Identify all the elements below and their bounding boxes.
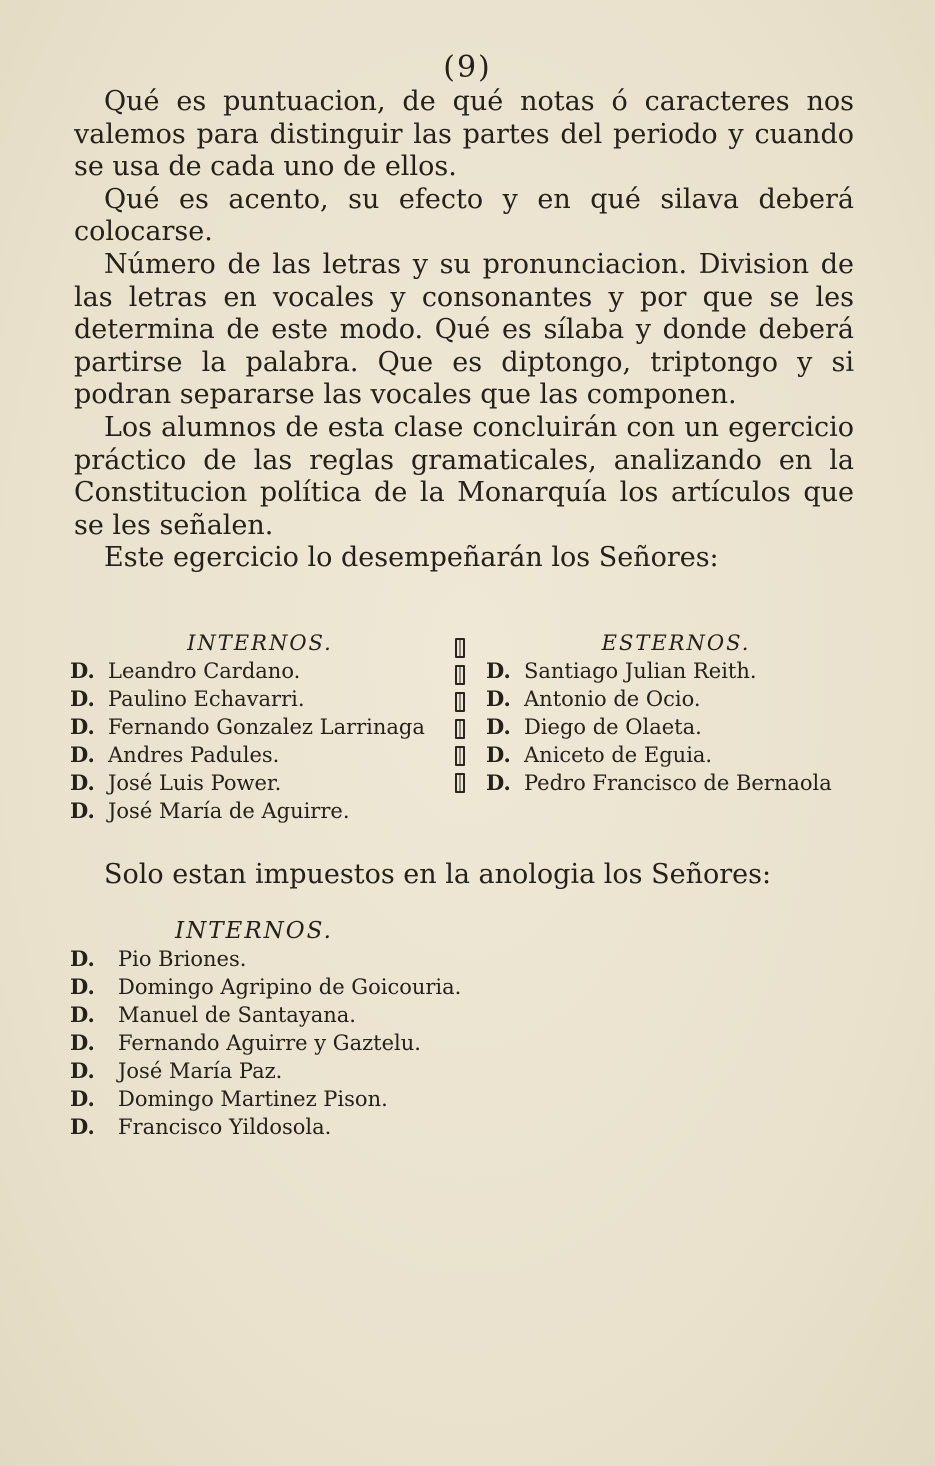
list-item [70,1085,590,1113]
student-name: Domingo Agripino de Goicouria. [118,975,462,999]
ornamental-divider [453,638,467,830]
ornament-glyph [455,692,465,712]
list-item [70,1001,590,1029]
title-abbrev: D. [70,946,95,971]
student-name: Manuel de Santayana. [118,1003,356,1027]
paragraph-punctuation: Qué es puntuacion, de qué notas ó caracteres nos valemos para distinguir las partes del periodo y cuando se usa de cada uno de ellos. [74,86,854,183]
student-name: Domingo Martinez Pison. [118,1087,388,1111]
list-item [70,741,450,769]
list-item [70,797,450,825]
student-name: Fernando Aguirre y Gaztelu. [118,1031,421,1055]
list-item [70,685,450,713]
ornament-glyph [455,665,465,685]
list-item [486,685,866,713]
section-subtitle: Solo estan impuestos en la anologia los Señores: [104,859,772,890]
title-abbrev: D. [70,974,95,999]
list-item [70,657,450,685]
analogy-internos-list [70,918,590,1141]
title-abbrev: D. [70,1114,95,1139]
roster-table [70,630,860,830]
internos-heading: INTERNOS. [175,918,333,944]
title-abbrev: D. [486,686,511,711]
student-name: Pio Briones. [118,947,247,971]
paragraph-letters: Número de las letras y su pronunciacion. Division de las letras en vocales y consonantes y por que se les determina de este modo. Qué es sílaba y donde deberá partirse la palabra. Que es diptongo, triptongo y si podran separarse las vocales que las componen. [74,248,854,411]
student-name: Francisco Yildosola. [118,1115,332,1139]
student-name: Aniceto de Eguia. [524,743,713,767]
title-abbrev: D. [70,1058,95,1083]
title-abbrev: D. [486,658,511,683]
title-abbrev: D. [70,798,95,823]
student-name: Fernando Gonzalez Larrinaga [108,715,425,739]
ornament-glyph [455,773,465,793]
title-abbrev: D. [486,714,511,739]
title-abbrev: D. [70,1086,95,1111]
title-abbrev: D. [486,742,511,767]
list-item [70,769,450,797]
internos-heading: INTERNOS. [187,631,333,655]
paragraph-accent: Qué es acento, su efecto y en qué silava deberá colocarse. [74,183,854,248]
paragraph-performers: Este egercicio lo desempeñarán los Señores: [104,542,719,574]
paragraph-exercise: Los alumnos de esta clase concluirán con un egercicio práctico de las reglas gramaticales, analizando en la Constitucion política de la Monarquía los artículos que se les señalen. [74,411,854,541]
student-name: José María de Aguirre. [108,799,350,823]
body-text [74,86,854,575]
student-name: Leandro Cardano. [108,659,301,683]
title-abbrev: D. [70,658,95,683]
list-item [70,1029,590,1057]
ornament-glyph [455,746,465,766]
list-item [70,1057,590,1085]
esternos-heading: ESTERNOS. [601,631,751,655]
list-item [70,945,590,973]
internos-column [70,630,450,825]
list-item [486,769,866,797]
student-name: Paulino Echavarri. [108,687,305,711]
student-name: José Luis Power. [108,771,282,795]
title-abbrev: D. [70,686,95,711]
list-item [486,713,866,741]
student-name: Pedro Francisco de Bernaola [524,771,832,795]
title-abbrev: D. [70,1002,95,1027]
title-abbrev: D. [70,714,95,739]
title-abbrev: D. [70,742,95,767]
esternos-column [486,630,866,797]
list-item [486,657,866,685]
ornament-glyph [455,638,465,658]
student-name: José María Paz. [118,1059,283,1083]
list-item [70,1113,590,1141]
list-item [70,713,450,741]
list-item [486,741,866,769]
student-name: Antonio de Ocio. [524,687,701,711]
ornament-glyph [455,719,465,739]
student-name: Diego de Olaeta. [524,715,702,739]
title-abbrev: D. [70,1030,95,1055]
title-abbrev: D. [486,770,511,795]
student-name: Andres Padules. [108,743,280,767]
title-abbrev: D. [70,770,95,795]
page-number: (9) [443,50,492,85]
list-item [70,973,590,1001]
student-name: Santiago Julian Reith. [524,659,757,683]
